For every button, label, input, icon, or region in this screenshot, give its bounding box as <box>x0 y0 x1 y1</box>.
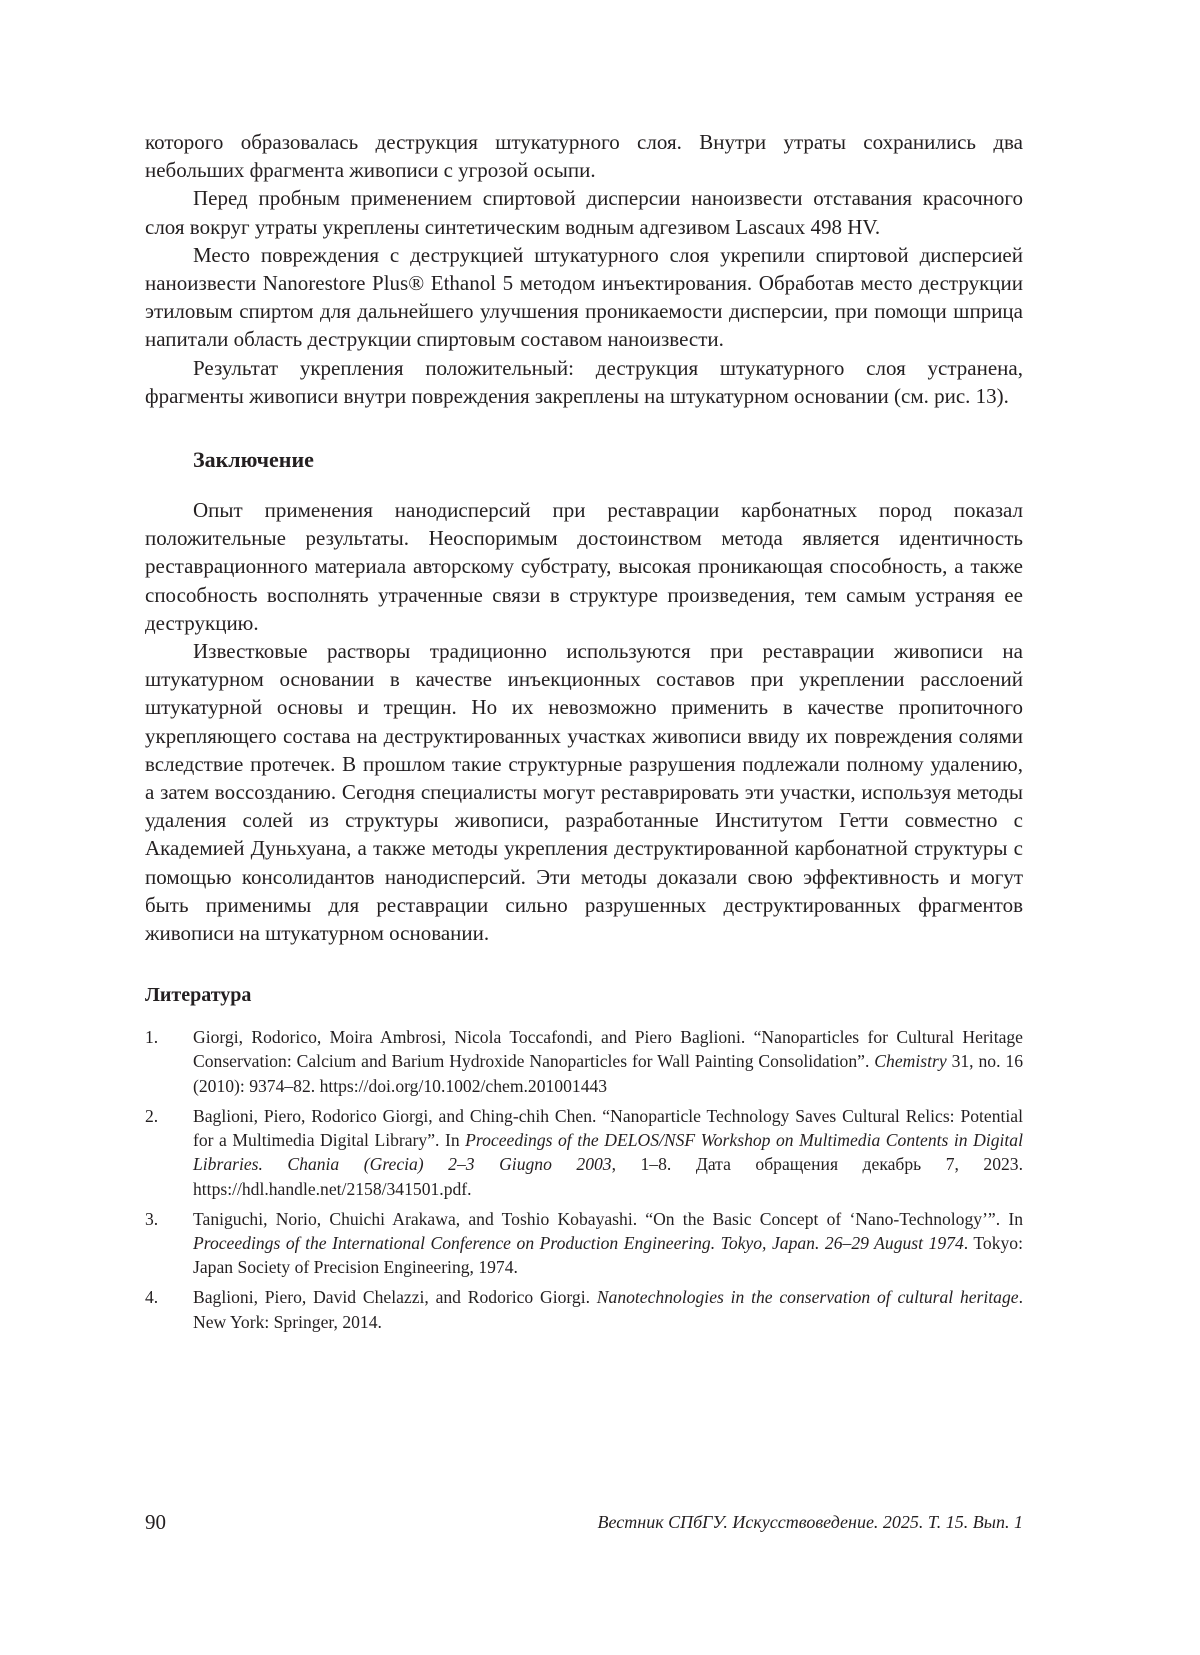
reference-details: . Tokyo: Japan Society of Precision Engineering, 1974. <box>193 1232 1023 1278</box>
reference-number: 1. <box>145 1027 159 1048</box>
reference-item <box>145 1207 1023 1280</box>
reference-number: 3. <box>145 1208 159 1229</box>
journal-running-title: Вестник СПбГУ. Искусствоведение. 2025. Т. 15. Вып. 1 <box>597 1512 1023 1532</box>
reference-text: Baglioni, Piero, Rodorico Giorgi, and Ching-chih Chen. “Nanoparticle Technology Saves Cultural Relics: Potential for a Multimedia Digital Library”. In <box>193 1105 1023 1151</box>
conclusion-heading: Заключение <box>193 447 314 473</box>
reference-number: 2. <box>145 1105 159 1126</box>
page-content <box>145 128 1023 1340</box>
reference-details: 31, no. 16 (2010): 9374–82. https://doi.org/10.1002/chem.201001443 <box>193 1051 1023 1096</box>
page-footer <box>145 1507 1023 1537</box>
body-paragraph: Результат укрепления положительный: деструкция штукатурного слоя устранена, фрагменты живописи внутри повреждения закреплены на штукатурном основании (см. рис. 13). <box>145 355 1023 408</box>
reference-title: Proceedings of the International Conference on Production Engineering. Tokyo, Japan. 26–29 August 1974 <box>193 1232 964 1253</box>
page-number: 90 <box>145 1510 166 1534</box>
reference-title: Proceedings of the DELOS/NSF Workshop on Multimedia Contents in Digital Libraries. Chania (Grecia) 2–3 Giugno 2003 <box>193 1130 1023 1175</box>
reference-details: , 1–8. Дата обращения декабрь 7, 2023. https://hdl.handle.net/2158/341501.pdf. <box>193 1154 1023 1199</box>
reference-text: Baglioni, Piero, David Chelazzi, and Rodorico Giorgi. <box>193 1287 591 1308</box>
reference-text: Giorgi, Rodorico, Moira Ambrosi, Nicola Toccafondi, and Piero Baglioni. “Nanoparticles for Cultural Heritage Conservation: Calcium and Barium Hydroxide Nanoparticles for Wall Painting Consolidation”. <box>193 1027 1023 1072</box>
reference-item <box>145 1285 1023 1333</box>
references-list <box>145 1025 1023 1333</box>
conclusion-paragraph: Известковые растворы традиционно используются при реставрации живописи на штукатурном основании в качестве инъекционных составов при укреплении расслоений штукатурной основы и трещин. Но их невозможно применить в качестве пропиточного укрепляющего состава на деструктированных участках живописи ввиду их повреждения солями вследствие протечек. В прошлом такие структурные разрушения подлежали полному удалению, а затем воссозданию. Сегодня специалисты могут реставрировать эти участки, используя методы удаления солей из структуры живописи, разработанные Институтом Гетти совместно с Академией Дуньхуана, а также методы укрепления деструктированной карбонатной структуры с помощью консолидантов нанодисперсий. Эти методы доказали свою эффективность и могут быть применимы для реставрации сильно разрушенных деструктированных фрагментов живописи на штукатурном основании. <box>145 639 1023 946</box>
conclusion-section <box>145 496 1023 947</box>
body-paragraph: Перед пробным применением спиртовой дисперсии наноизвести отставания красочного слоя вокруг утраты укреплены синтетическим водным адгезивом Lascaux 498 HV. <box>145 186 1023 239</box>
body-paragraph: которого образовалась деструкция штукатурного слоя. Внутри утраты сохранились два небольших фрагмента живописи с угрозой осыпи. <box>145 130 1023 183</box>
reference-text: Taniguchi, Norio, Chuichi Arakawa, and Toshio Kobayashi. “On the Basic Concept of ‘Nano-Technology’”. In <box>193 1208 1023 1229</box>
reference-item <box>145 1025 1023 1098</box>
reference-details: . New York: Springer, 2014. <box>193 1287 1023 1332</box>
conclusion-paragraph: Опыт применения нанодисперсий при реставрации карбонатных пород показал положительные результаты. Неоспоримым достоинством метода является идентичность реставрационного материала авторскому субстрату, высокая проникающая способность, а также способность восполнять утраченные связи в структуре произведения, тем самым устраняя ее деструкцию. <box>145 498 1023 635</box>
reference-title: Nanotechnologies in the conservation of cultural heritage <box>596 1287 1019 1308</box>
reference-item <box>145 1104 1023 1201</box>
reference-title: Chemistry <box>874 1051 947 1072</box>
reference-number: 4. <box>145 1287 159 1308</box>
references-heading: Литература <box>145 984 252 1007</box>
body-paragraph: Место повреждения с деструкцией штукатурного слоя укрепили спиртовой дисперсией наноизвести Nanorestore Plus® Ethanol 5 методом инъектирования. Обработав место деструкции этиловым спиртом для дальнейшего улучшения проникаемости дисперсии, при помощи шприца напитали область деструкции спиртовым составом наноизвести. <box>145 242 1023 352</box>
